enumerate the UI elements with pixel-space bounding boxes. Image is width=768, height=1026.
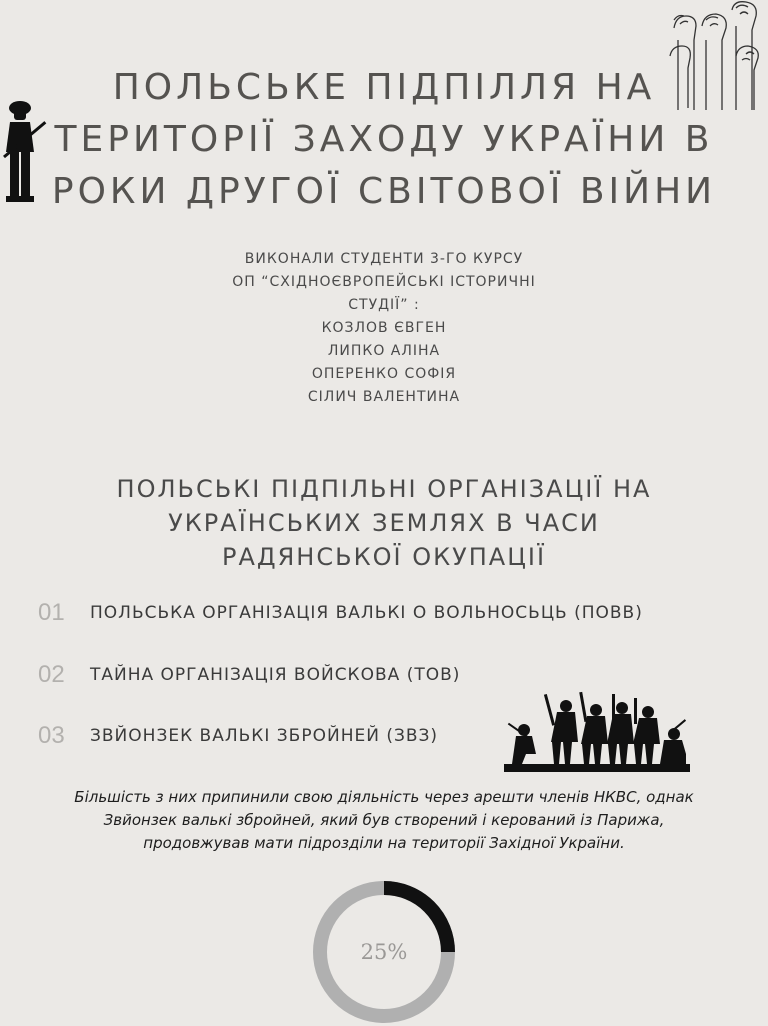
summary-paragraph <box>0 786 768 855</box>
title-line-1: ПОЛЬСЬКЕ ПІДПІЛЛЯ НА <box>112 67 656 108</box>
list-item <box>38 658 738 692</box>
section-line-2: УКРАЇНСЬКИХ ЗЕМЛЯХ В ЧАСИ <box>168 509 600 537</box>
progress-label: 25% <box>360 940 408 964</box>
section-line-1: ПОЛЬСЬКІ ПІДПІЛЬНІ ОРГАНІЗАЦІЇ НА <box>116 475 652 503</box>
item-number: 02 <box>38 661 65 688</box>
author-name: ОПЕРЕНКО СОФІЯ <box>311 366 457 382</box>
item-label: ЗВЙОНЗЕК ВАЛЬКІ ЗБРОЙНЕЙ (ЗВЗ) <box>90 726 439 746</box>
authors-line-1: ВИКОНАЛИ СТУДЕНТИ 3-ГО КУРСУ <box>244 251 524 267</box>
soldiers-group-silhouette-icon <box>504 690 690 772</box>
authors-line-3: СТУДІЇ” : <box>348 297 420 313</box>
summary-line-2: Звйонзек валькі збройней, який був створений і керований із Парижа, <box>103 811 665 829</box>
section-line-3: РАДЯНСЬКОЇ ОКУПАЦІЇ <box>221 543 547 571</box>
item-number: 01 <box>38 599 65 626</box>
title-line-3: РОКИ ДРУГОЇ СВІТОВОЇ ВІЙНИ <box>51 171 717 212</box>
page-title <box>0 62 768 218</box>
section-title <box>0 472 768 574</box>
summary-line-3: продовжував мати підрозділи на території Західної України. <box>143 834 625 852</box>
authors-line-2: ОП “СХІДНОЄВРОПЕЙСЬКІ ІСТОРИЧНІ <box>232 274 536 290</box>
author-name: КОЗЛОВ ЄВГЕН <box>321 320 447 336</box>
item-label: ТАЙНА ОРГАНІЗАЦІЯ ВОЙСКОВА (ТОВ) <box>90 665 461 685</box>
list-item <box>38 596 738 630</box>
item-number: 03 <box>38 722 65 749</box>
summary-line-1: Більшість з них припинили свою діяльність через арешти членів НКВС, однак <box>74 788 694 806</box>
author-name: ЛИПКО АЛІНА <box>327 343 441 359</box>
author-name: СІЛИЧ ВАЛЕНТИНА <box>307 389 461 405</box>
item-label: ПОЛЬСЬКА ОРГАНІЗАЦІЯ ВАЛЬКІ О ВОЛЬНОСЬЦЬ (ПОВВ) <box>90 603 643 623</box>
authors-block <box>0 248 768 409</box>
title-line-2: ТЕРИТОРІЇ ЗАХОДУ УКРАЇНИ В <box>54 119 714 160</box>
